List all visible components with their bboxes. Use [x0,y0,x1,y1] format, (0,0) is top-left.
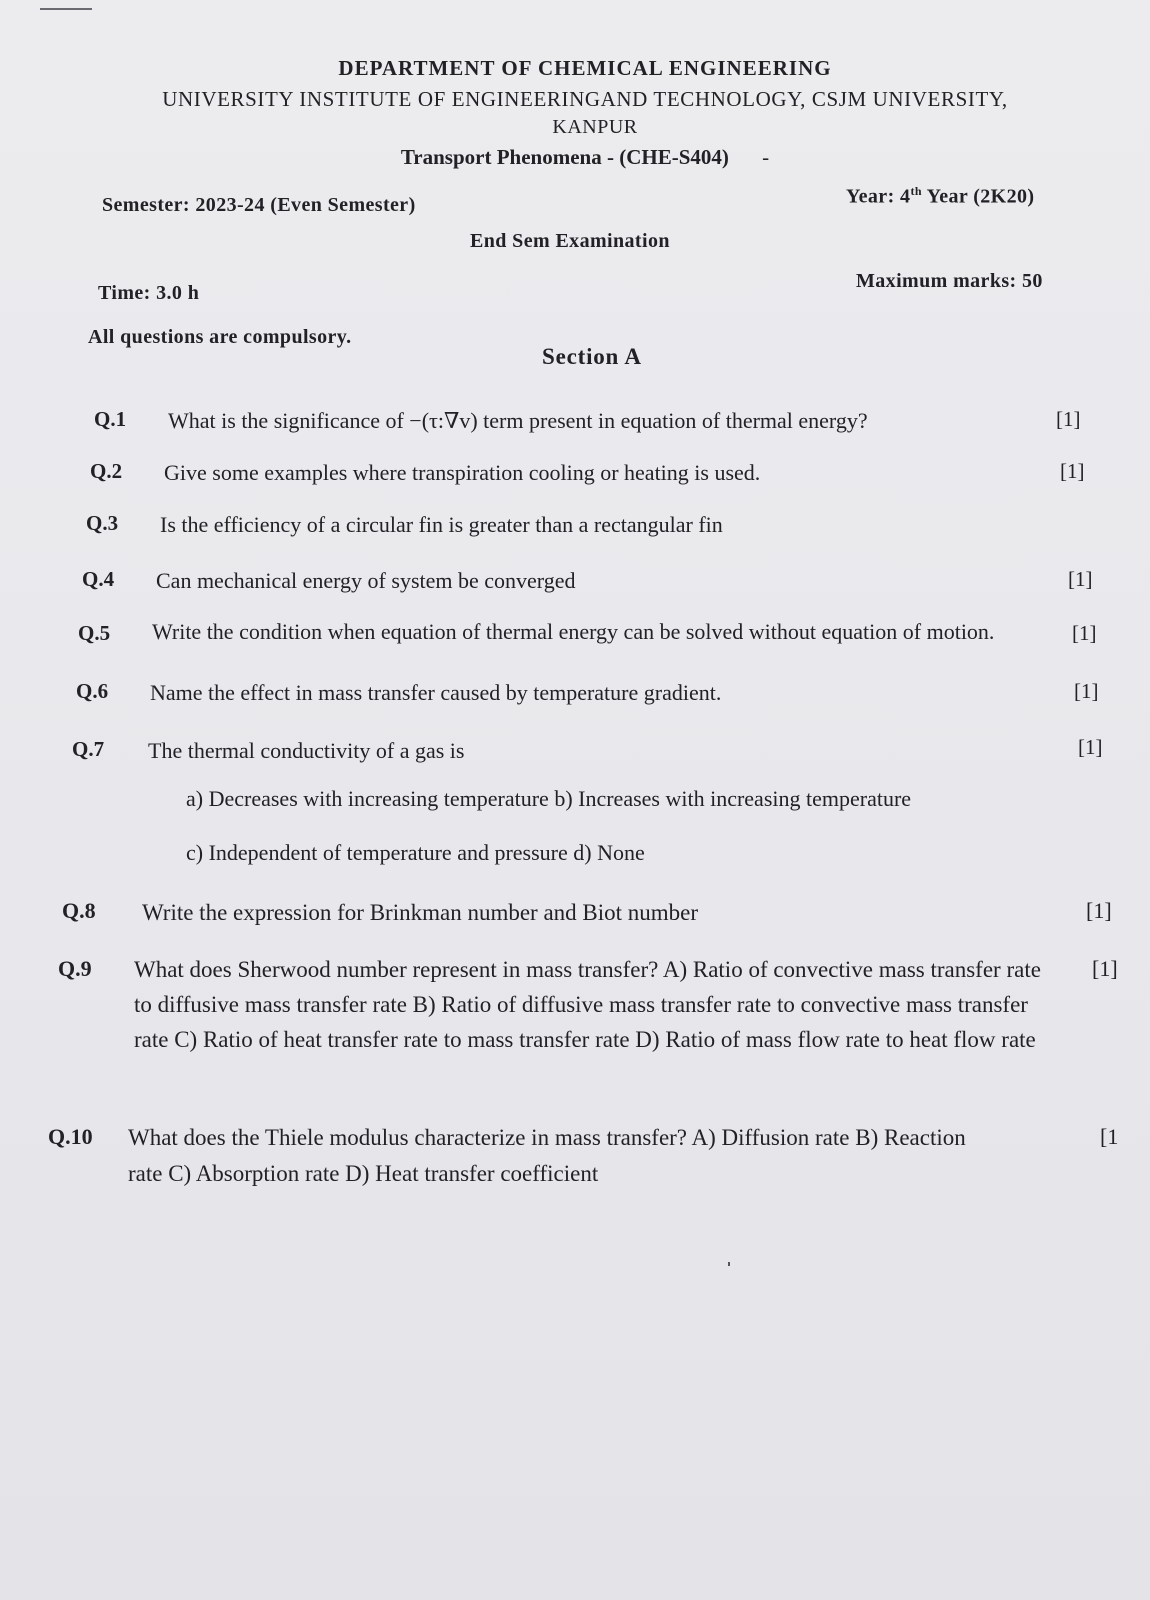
question-marks: [1] [1072,621,1097,645]
question-marks: [1 [1100,1124,1119,1149]
department-title: DEPARTMENT OF CHEMICAL ENGINEERING [338,56,832,80]
corner-pen-mark [40,8,92,10]
question-marks: [1] [1092,956,1118,981]
question-number: Q.2 [90,459,123,483]
course-mark: - [762,145,770,169]
question-number: Q.10 [48,1124,93,1149]
question-number: Q.6 [76,679,109,703]
year-label [846,184,1035,209]
question-text: Is the efficiency of a circular fin is greater than a rectangular fin [160,512,723,537]
instructions: All questions are compulsory. [88,326,352,348]
question-text: The thermal conductivity of a gas is [148,738,465,763]
question-text: Write the expression for Brinkman number and Biot number [142,900,699,925]
time-label: Time: 3.0 h [98,282,200,304]
question-marks: [1] [1060,459,1085,483]
year-suffix: Year (2K20) [921,185,1035,208]
paper-header [0,56,1150,170]
question-number: Q.3 [86,511,119,535]
question-marks: [1] [1086,898,1112,923]
question-text: Write the condition when equation of thermal energy can be solved without equation of motion. [152,619,995,644]
question-number: Q.1 [94,407,127,431]
q7-options-line-1: a) Decreases with increasing temperature b) Increases with increasing temperature [186,786,912,811]
question-text: What does Sherwood number represent in mass transfer? A) Ratio of convective mass transfer rate to diffusive mass transfer rate B) Ratio of diffusive mass transfer rate to convective mass transfer rate C) Ratio of heat transfer rate to mass transfer rate D) Ratio of mass flow rate to heat flow rate [134,957,1041,1052]
question-text: Give some examples where transpiration cooling or heating is used. [164,460,761,485]
question-text: Name the effect in mass transfer caused by temperature gradient. [150,680,722,705]
question-number: Q.9 [58,956,92,981]
question-text: What does the Thiele modulus characterize in mass transfer? A) Diffusion rate B) Reaction rate C) Absorption rate D) Heat transfer coefficient [128,1125,966,1186]
city-name: KANPUR [552,116,638,138]
question-number: Q.5 [78,621,111,645]
semester-label: Semester: 2023-24 (Even Semester) [102,194,416,216]
question-marks: [1] [1068,567,1093,591]
course-title [20,145,1150,170]
question-text: What is the significance of −(τ:∇v) term present in equation of thermal energy? [168,408,868,433]
question-number: Q.7 [72,737,105,761]
year-prefix: Year: 4 [846,185,911,208]
stray-mark [728,1262,730,1266]
question-text: Can mechanical energy of system be converged [156,568,576,593]
question-number: Q.8 [62,898,96,923]
exam-title: End Sem Examination [470,230,670,252]
course-name: Transport Phenomena - (CHE-S404) [400,145,729,169]
university-name: UNIVERSITY INSTITUTE OF ENGINEERINGAND TECHNOLOGY, CSJM UNIVERSITY, [162,87,1008,111]
year-superscript: th [910,184,922,198]
question-number: Q.4 [82,567,115,591]
max-marks-label: Maximum marks: 50 [856,270,1043,292]
section-title: Section A [542,344,642,369]
question-marks: [1] [1074,679,1099,703]
q7-options-line-2: c) Independent of temperature and pressure d) None [186,840,645,865]
question-marks: [1] [1078,735,1103,759]
question-marks: [1] [1056,407,1081,431]
